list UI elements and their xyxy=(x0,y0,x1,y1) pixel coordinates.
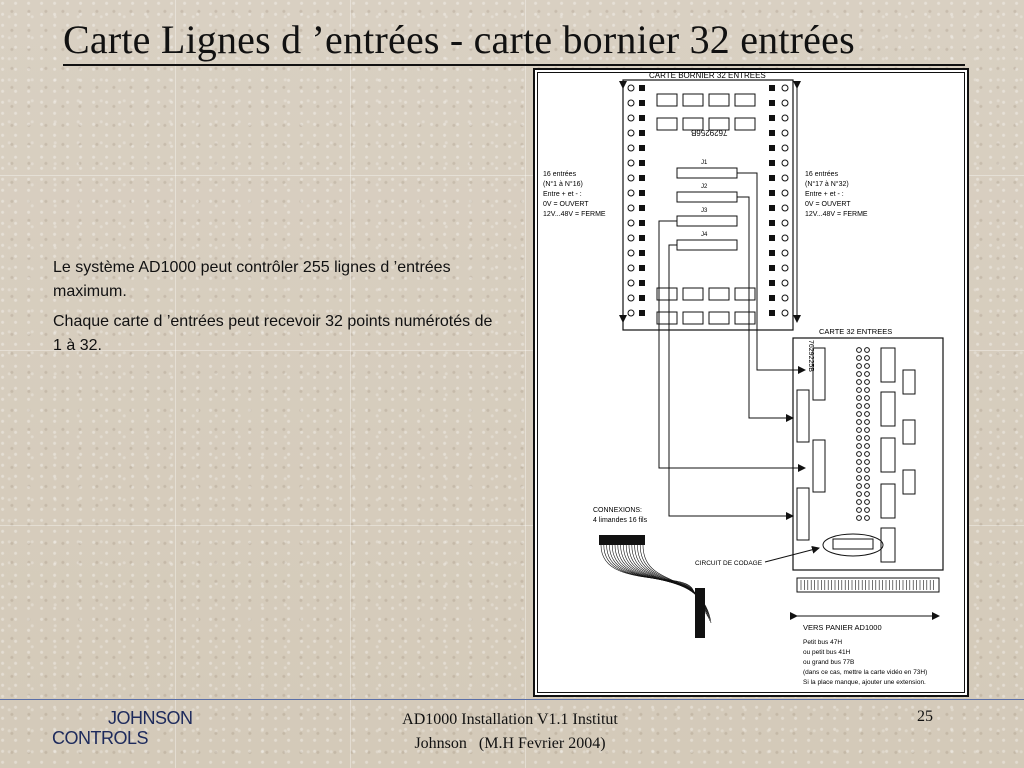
connector-j4 xyxy=(677,232,737,250)
svg-text:(N°1 à N°16): (N°1 à N°16) xyxy=(543,181,583,188)
page-number: 25 xyxy=(917,708,933,725)
logo-line1: JOHNSON xyxy=(108,708,193,728)
svg-text:J1: J1 xyxy=(701,160,708,166)
background-gridline xyxy=(175,0,176,768)
card-connectors xyxy=(797,348,825,540)
background-gridline xyxy=(525,0,526,768)
footer-text xyxy=(345,708,675,756)
slide-title: Carte Lignes d ’entrées - carte bornier 32 entrées xyxy=(63,17,855,62)
panier-notes xyxy=(803,639,927,686)
svg-text:ou grand bus 77B: ou grand bus 77B xyxy=(803,659,855,666)
paragraph-capacity: Le système AD1000 peut contrôler 255 lignes d ’entrées maximum. xyxy=(53,259,451,300)
footer-rule xyxy=(0,699,1024,700)
logo-line2: CONTROLS xyxy=(52,728,149,748)
svg-text:Si la place manque, ajouter un: Si la place manque, ajouter une extension. xyxy=(803,679,926,686)
svg-text:16 entrées: 16 entrées xyxy=(543,171,577,178)
background-gridline xyxy=(350,0,351,768)
svg-text:12V...48V = FERME: 12V...48V = FERME xyxy=(543,211,606,218)
svg-text:12V...48V = FERME: 12V...48V = FERME xyxy=(805,211,868,218)
connector-j3 xyxy=(677,208,737,226)
right-note xyxy=(805,171,868,218)
svg-text:CONNEXIONS:: CONNEXIONS: xyxy=(593,507,643,514)
svg-text:Entre + et - :: Entre + et - : xyxy=(543,191,582,198)
svg-text:16 entrées: 16 entrées xyxy=(805,171,839,178)
johnson-controls-logo xyxy=(52,708,212,756)
card-title: CARTE 32 ENTREES xyxy=(819,327,893,336)
svg-text:J2: J2 xyxy=(701,184,708,190)
svg-text:(dans ce cas, mettre la carte: (dans ce cas, mettre la carte vidéo en 73H) xyxy=(803,669,928,676)
terminal-strips xyxy=(628,85,788,316)
ribbon-wiring xyxy=(659,173,805,516)
connector-j2 xyxy=(677,184,737,202)
footer-line2: Johnson (M.H Fevrier 2004) xyxy=(414,735,606,752)
title-underline xyxy=(63,64,965,66)
card-ref: 7629225B xyxy=(807,340,814,372)
connexions-note xyxy=(593,507,648,524)
svg-text:0V = OUVERT: 0V = OUVERT xyxy=(805,201,851,208)
left-note xyxy=(543,171,606,218)
edge-connector xyxy=(797,578,939,592)
svg-text:4 limandes 16 fils: 4 limandes 16 fils xyxy=(593,517,648,524)
body-text xyxy=(53,256,493,364)
codage-label: CIRCUIT DE CODAGE xyxy=(695,560,763,567)
svg-text:0V = OUVERT: 0V = OUVERT xyxy=(543,201,589,208)
svg-text:Entre + et - :: Entre + et - : xyxy=(805,191,844,198)
panier-title: VERS PANIER AD1000 xyxy=(803,623,882,632)
codage-circuit xyxy=(823,534,883,556)
footer-line1: AD1000 Installation V1.1 Institut xyxy=(402,711,618,728)
svg-text:(N°17 à N°32): (N°17 à N°32) xyxy=(805,181,849,188)
connector-j1 xyxy=(677,160,737,178)
bornier-ref: 7629256B xyxy=(691,128,728,137)
svg-text:J4: J4 xyxy=(701,232,708,238)
bornier-board xyxy=(623,80,793,330)
wiring-diagram-svg xyxy=(535,70,967,695)
svg-text:Petit bus 47H: Petit bus 47H xyxy=(803,639,843,646)
card-components xyxy=(857,348,915,562)
ribbon-cable xyxy=(599,535,711,638)
paragraph-points: Chaque carte d ’entrées peut recevoir 32 points numérotés de 1 à 32. xyxy=(53,313,493,354)
wiring-diagram xyxy=(533,68,969,697)
bornier-title: CARTE BORNIER 32 ENTREES xyxy=(649,71,766,80)
svg-text:J3: J3 xyxy=(701,208,708,214)
svg-text:ou petit bus 41H: ou petit bus 41H xyxy=(803,649,851,656)
